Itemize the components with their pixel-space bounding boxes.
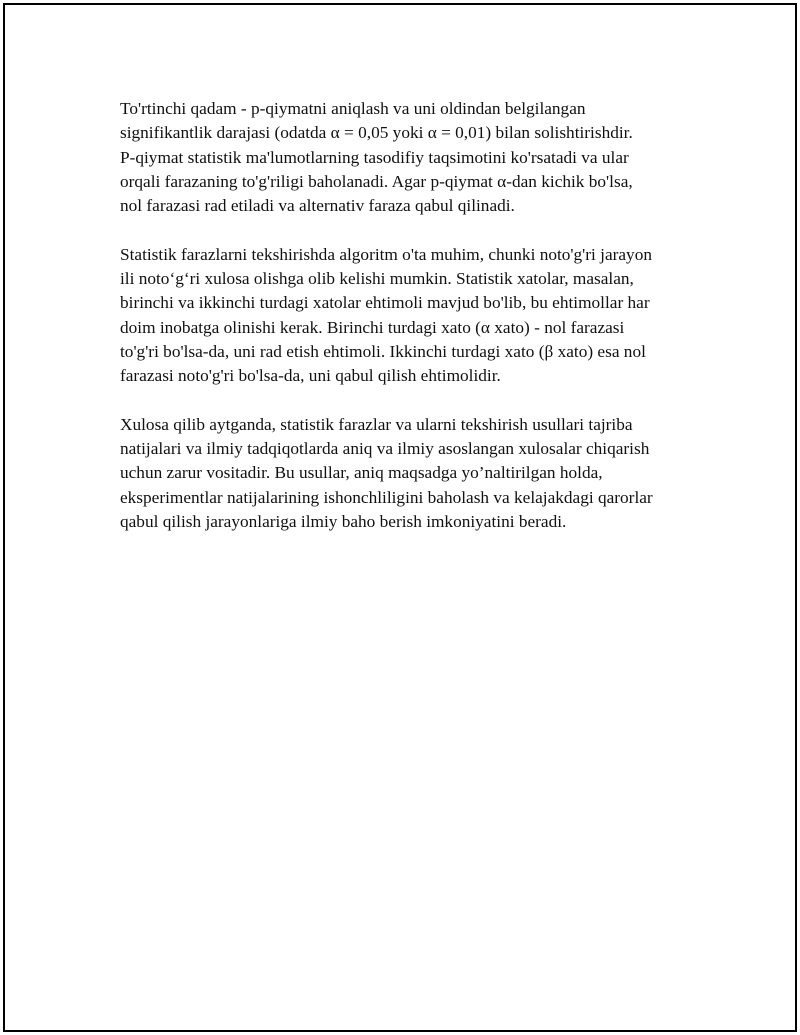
- text-line: To'rtinchi qadam - p-qiymatni aniqlash va uni oldindan belgilangan: [120, 99, 586, 118]
- text-line: to'g'ri bo'lsa-da, uni rad etish ehtimoli. Ikkinchi turdagi xato (β xato) esa nol: [120, 341, 646, 361]
- text-line: Statistik farazlarni tekshirishda algoritm o'ta muhim, chunki noto'g'ri jarayon: [120, 244, 652, 264]
- paragraph-conclusion: [120, 413, 710, 534]
- text-line: birinchi va ikkinchi turdagi xatolar ehtimoli mavjud bo'lib, bu ehtimollar har: [120, 293, 650, 313]
- document-body: [120, 97, 710, 559]
- text-line: eksperimentlar natijalarining ishonchliligini baholash va kelajakdagi qarorlar: [120, 487, 653, 507]
- text-line: Xulosa qilib aytganda, statistik farazlar va ularni tekshirish usullari tajriba: [120, 414, 633, 434]
- text-line: farazasi noto'g'ri bo'lsa-da, uni qabul qilish ehtimolidir.: [120, 366, 501, 386]
- text-line: orqali farazaning to'g'riligi baholanadi. Agar p-qiymat α-dan kichik bo'lsa,: [120, 171, 633, 191]
- page-frame: [3, 3, 797, 1032]
- paragraph-p-value-step: [120, 97, 710, 218]
- text-line: signifikantlik darajasi (odatda α = 0,05 yoki α = 0,01) bilan solishtirishdir.: [120, 123, 633, 143]
- text-line: natijalari va ilmiy tadqiqotlarda aniq va ilmiy asoslangan xulosalar chiqarish: [120, 439, 650, 459]
- text-line: qabul qilish jarayonlariga ilmiy baho berish imkoniyatini beradi.: [120, 512, 567, 532]
- paragraph-statistical-errors: [120, 243, 710, 389]
- text-line: nol farazasi rad etiladi va alternativ faraza qabul qilinadi.: [120, 196, 515, 216]
- text-line: ili noto‘g‘ri xulosa olishga olib kelishi mumkin. Statistik xatolar, masalan,: [120, 269, 634, 289]
- text-line: uchun zarur vositadir. Bu usullar, aniq maqsadga yo’naltirilgan holda,: [120, 463, 603, 483]
- text-line: doim inobatga olinishi kerak. Birinchi turdagi xato (α xato) - nol farazasi: [120, 317, 625, 337]
- text-line: P-qiymat statistik ma'lumotlarning tasodifiy taqsimotini ko'rsatadi va ular: [120, 147, 629, 167]
